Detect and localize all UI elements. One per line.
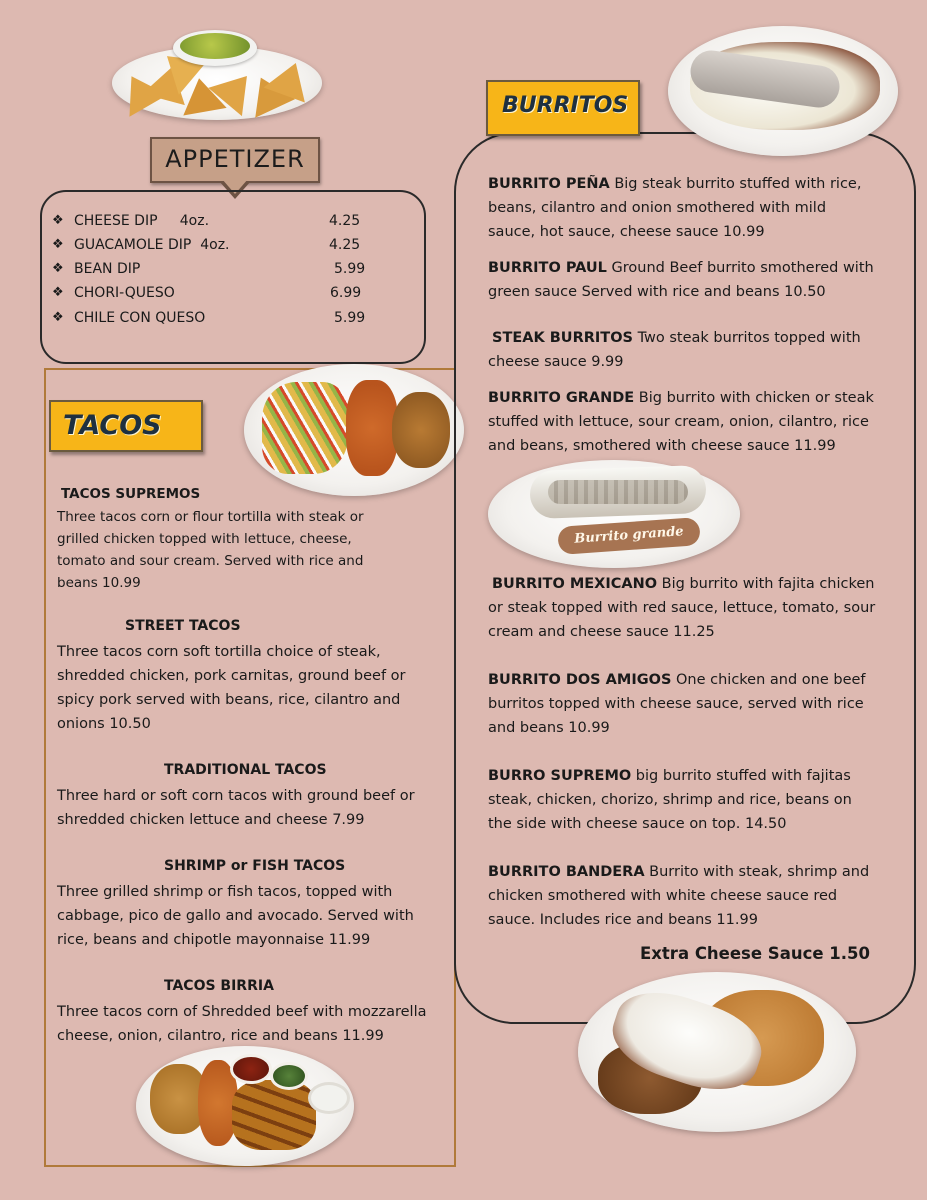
taco-item-name: TACOS BIRRIA	[164, 978, 274, 994]
taco-item-name: STREET TACOS	[125, 618, 241, 634]
appetizer-item	[52, 213, 372, 235]
burrito-item	[488, 256, 888, 304]
burrito-item-description: One chicken and one beef burritos topped with cheese sauce, served with rice and beans 10.99	[488, 672, 866, 736]
appetizer-item	[52, 261, 372, 283]
burrito-item-name: STEAK BURRITOS	[492, 330, 633, 346]
appetizer-item-price: 4.25	[329, 237, 361, 253]
bullet-icon: ❖	[52, 310, 64, 325]
taco-item-name: SHRIMP or FISH TACOS	[164, 858, 346, 874]
bullet-icon: ❖	[52, 261, 64, 276]
taco-item-description: Three tacos corn of Shredded beef with mozzarella cheese, onion, cilantro, rice and beans 11.99	[57, 1004, 427, 1044]
extra-cheese-sauce: Extra Cheese Sauce 1.50	[640, 944, 871, 963]
bullet-icon: ❖	[52, 285, 64, 300]
burrito-item-description: Big burrito with chicken or steak stuffed with lettuce, sour cream, onion, cilantro, rice and beans, smothered with cheese sauce 11.99	[488, 390, 874, 454]
burrito-grande-caption: Burrito grande	[557, 517, 701, 555]
burrito-item-description: Burrito with steak, shrimp and chicken smothered with white cheese sauce red sauce. Includes rice and beans 11.99	[488, 864, 870, 928]
appetizer-item-price: 4.25	[329, 213, 361, 229]
burrito-item	[488, 764, 866, 836]
taco-item-name: TACOS SUPREMOS	[61, 486, 201, 502]
appetizer-item-name: BEAN DIP	[74, 261, 141, 277]
burrito-item-name: BURRO SUPREMO	[488, 768, 632, 784]
burrito-item-name: BURRITO DOS AMIGOS	[488, 672, 672, 688]
burrito-item-description: Big burrito with fajita chicken or steak topped with red sauce, lettuce, tomato, sour cream and cheese sauce 11.25	[488, 576, 876, 640]
taco-item-description: Three tacos corn or flour tortilla with steak or grilled chicken topped with lettuce, cheese, tomato and sour cream. Served with rice and beans 10.99	[57, 509, 364, 591]
appetizer-item-price: 5.99	[334, 310, 366, 326]
appetizer-heading	[150, 137, 320, 183]
burritos-title: BURRITOS	[502, 93, 629, 118]
burrito-item	[488, 172, 868, 244]
burrito-item	[488, 860, 874, 932]
burrito-item-description: big burrito stuffed with fajitas steak, chicken, chorizo, shrimp and rice, beans on the side with cheese sauce on top. 14.50	[488, 768, 852, 832]
taco-item-description: Three grilled shrimp or fish tacos, topped with cabbage, pico de gallo and avocado. Served with rice, beans and chipotle mayonnaise 11.99	[57, 884, 414, 948]
bullet-icon: ❖	[52, 237, 64, 252]
burrito-item	[488, 386, 888, 458]
burrito-item-name: BURRITO MEXICANO	[492, 576, 658, 592]
burrito-item-name: BURRITO GRANDE	[488, 390, 635, 406]
bullet-icon: ❖	[52, 213, 64, 228]
burrito-item	[488, 668, 884, 740]
taco-item-description: Three hard or soft corn tacos with ground beef or shredded chicken lettuce and cheese 7.99	[57, 788, 415, 828]
appetizer-item-price: 5.99	[334, 261, 366, 277]
burrito-item-description: Big steak burrito stuffed with rice, beans, cilantro and onion smothered with mild sauce, hot sauce, cheese sauce 10.99	[488, 176, 862, 240]
taco-item-description: Three tacos corn soft tortilla choice of steak, shredded chicken, pork carnitas, ground beef or spicy pork served with beans, rice, cilantro and onions 10.50	[57, 644, 406, 732]
appetizer-item-name: CHORI-QUESO	[74, 285, 175, 301]
burrito-item-description: Ground Beef burrito smothered with green sauce Served with rice and beans 10.50	[488, 260, 874, 300]
appetizer-item	[52, 237, 372, 259]
appetizer-item	[52, 285, 372, 307]
appetizer-item-name: CHILE CON QUESO	[74, 310, 206, 326]
tacos-title: TACOS	[63, 410, 162, 441]
appetizer-item-price: 6.99	[330, 285, 362, 301]
burrito-item-name: BURRITO PEÑA	[488, 176, 610, 192]
appetizer-title: APPETIZER	[165, 145, 305, 173]
appetizer-item-name: CHEESE DIP 4oz.	[74, 213, 210, 229]
burritos-banner	[486, 80, 640, 136]
burrito-item	[488, 572, 878, 644]
appetizer-item-name: GUACAMOLE DIP 4oz.	[74, 237, 230, 253]
taco-item-name: TRADITIONAL TACOS	[164, 762, 327, 778]
burrito-item-name: BURRITO BANDERA	[488, 864, 645, 880]
appetizer-item	[52, 310, 372, 332]
burrito-item	[488, 326, 868, 374]
burrito-item-name: BURRITO PAUL	[488, 260, 607, 276]
burrito-item-description: Two steak burritos topped with cheese sauce 9.99	[488, 330, 861, 370]
tacos-banner	[49, 400, 203, 452]
